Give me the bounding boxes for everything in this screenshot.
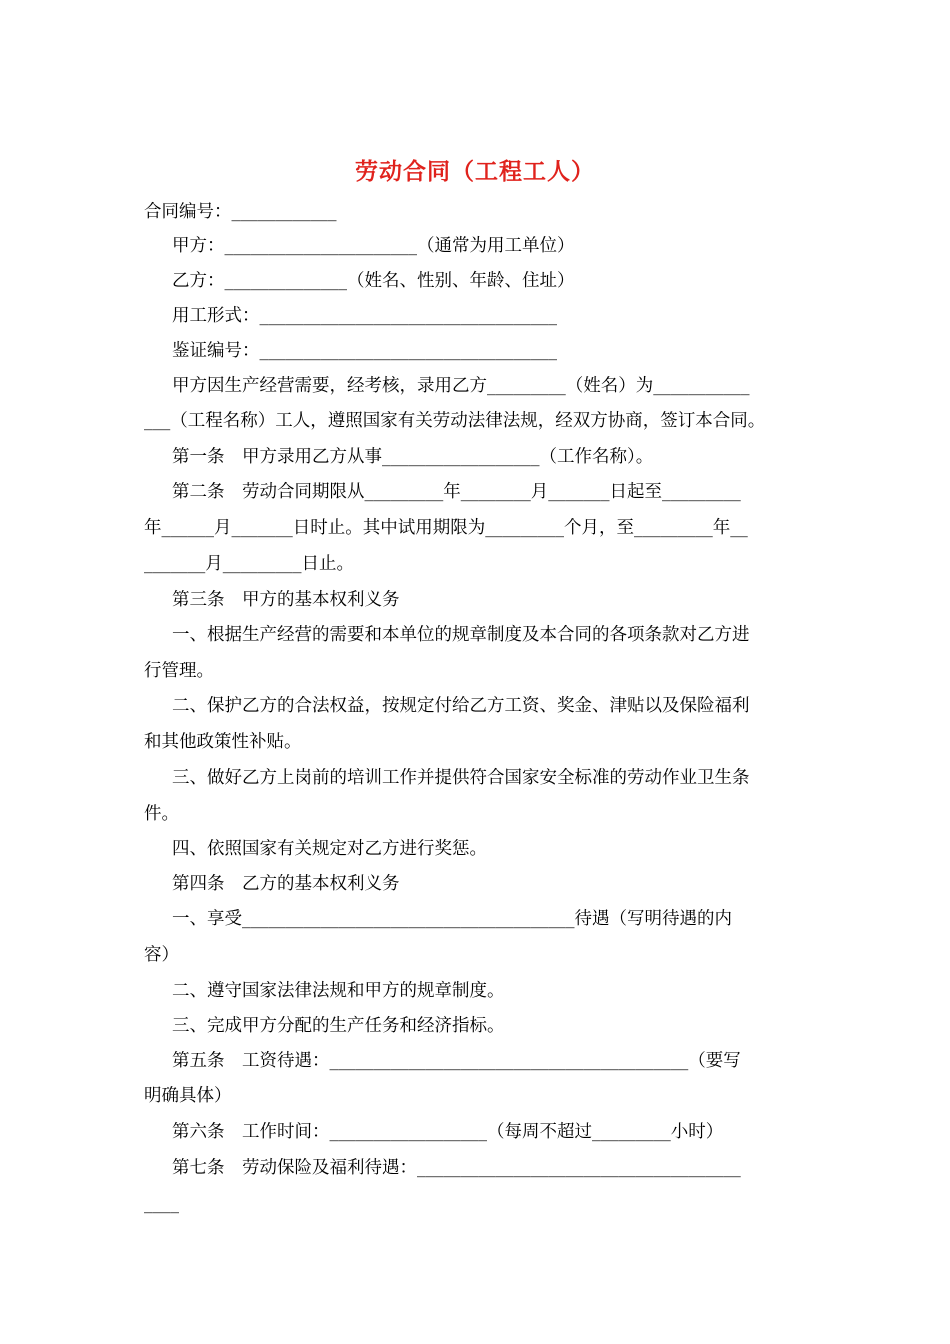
article-4-heading: 第四条 乙方的基本权利义务 bbox=[172, 874, 400, 894]
article-4-item-1-line-2: 容） bbox=[144, 945, 179, 965]
article-3-item-2-line-1: 二、保护乙方的合法权益，按规定付给乙方工资、奖金、津贴以及保险福利 bbox=[172, 696, 750, 716]
contract-number-line: 合同编号：____________ bbox=[144, 202, 337, 222]
preamble-line-1: 甲方因生产经营需要，经考核，录用乙方_________（姓名）为___________ bbox=[172, 376, 750, 396]
employment-form-line: 用工形式：__________________________________ bbox=[172, 306, 557, 326]
article-5-line-2: 明确具体） bbox=[144, 1086, 232, 1106]
article-2-line-2: 年______月_______日时止。其中试用期限为_________个月，至_________年__ bbox=[144, 518, 748, 538]
party-a-line: 甲方：______________________（通常为用工单位） bbox=[172, 236, 575, 256]
article-3-item-1-line-1: 一、根据生产经营的需要和本单位的规章制度及本合同的各项条款对乙方进 bbox=[172, 625, 750, 645]
article-4-item-3: 三、完成甲方分配的生产任务和经济指标。 bbox=[172, 1016, 505, 1036]
article-2-line-1: 第二条 劳动合同期限从_________年________月_______日起至_________ bbox=[172, 482, 741, 502]
article-3-item-4: 四、依照国家有关规定对乙方进行奖惩。 bbox=[172, 839, 487, 859]
article-6-line: 第六条 工作时间：__________________（每周不超过_________小时） bbox=[172, 1122, 724, 1142]
article-7-line-2: ____ bbox=[144, 1194, 179, 1214]
party-b-line: 乙方：______________（姓名、性别、年龄、住址） bbox=[172, 271, 575, 291]
article-4-item-1-line-1: 一、享受______________________________________待遇（写明待遇的内 bbox=[172, 909, 732, 929]
article-3-item-1-line-2: 行管理。 bbox=[144, 661, 214, 681]
article-3-item-2-line-2: 和其他政策性补贴。 bbox=[144, 732, 302, 752]
article-4-item-2: 二、遵守国家法律法规和甲方的规章制度。 bbox=[172, 981, 505, 1001]
article-7-line-1: 第七条 劳动保险及福利待遇：_____________________________________ bbox=[172, 1158, 741, 1178]
article-5-line-1: 第五条 工资待遇：_________________________________________（要写 bbox=[172, 1051, 741, 1071]
article-3-heading: 第三条 甲方的基本权利义务 bbox=[172, 590, 400, 610]
certification-number-line: 鉴证编号：__________________________________ bbox=[172, 341, 557, 361]
document-title: 劳动合同（工程工人） bbox=[355, 158, 595, 185]
article-3-item-3-line-1: 三、做好乙方上岗前的培训工作并提供符合国家安全标准的劳动作业卫生条 bbox=[172, 768, 750, 788]
article-1-line: 第一条 甲方录用乙方从事__________________（工作名称）。 bbox=[172, 447, 654, 467]
article-2-line-3: _______月_________日止。 bbox=[144, 554, 354, 574]
article-3-item-3-line-2: 件。 bbox=[144, 804, 179, 824]
preamble-line-2: ___（工程名称）工人，遵照国家有关劳动法律法规，经双方协商，签订本合同。 bbox=[144, 411, 766, 431]
